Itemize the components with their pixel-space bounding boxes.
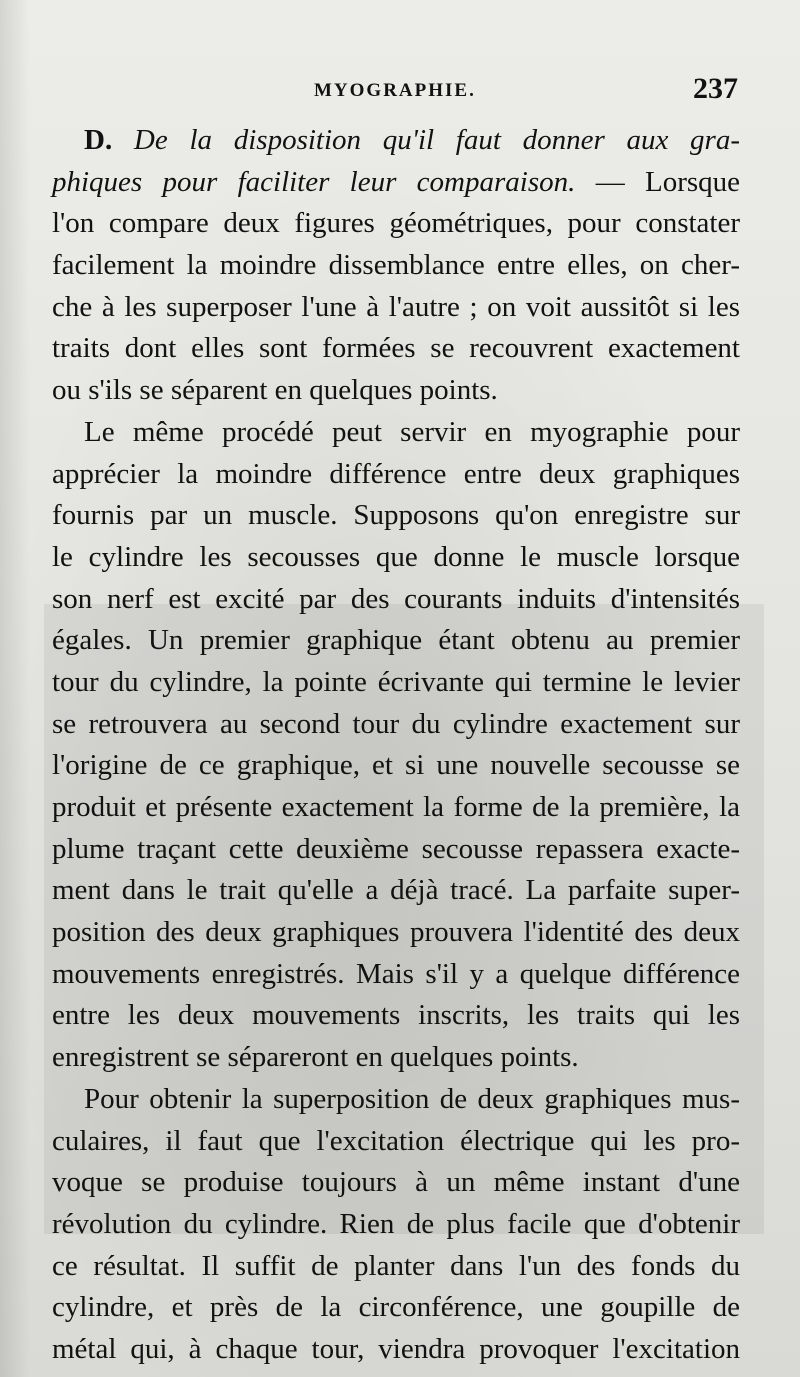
- gutter-shadow: [0, 0, 30, 1377]
- text-line: le cylindre les secousses que donne le muscle lorsque: [52, 540, 740, 573]
- text-line: produit et présente exactement la forme de la première, la: [52, 791, 740, 823]
- text-line: [52, 162, 740, 204]
- text-line: facilement la moindre dissemblance entre elles, on cher-: [52, 249, 740, 282]
- text-line: cylindre, et près de la circonférence, une goupille de: [52, 1291, 740, 1324]
- body-text: [52, 120, 740, 1371]
- text-line: égales. Un premier graphique étant obtenu au premier: [52, 624, 740, 657]
- text-line: che à les superposer l'une à l'autre ; on voit aussitôt si les: [52, 290, 740, 323]
- text-line: métal qui, à chaque tour, viendra provoquer l'excitation: [52, 1332, 740, 1365]
- running-head: MYOGRAPHIE.: [314, 80, 476, 101]
- text-line: position des deux graphiques prouvera l'identité des deux: [52, 916, 740, 949]
- text-line: mouvements enregistrés. Mais s'il y a quelque différence: [52, 957, 740, 990]
- section-title-cont: phiques pour faciliter leur comparaison.: [52, 165, 576, 198]
- text-line: Le même procédé peut servir en myographie pour: [84, 415, 740, 448]
- text-line: entre les deux mouvements inscrits, les traits qui les: [52, 999, 740, 1032]
- text-line: plume traçant cette deuxième secousse repassera exacte-: [52, 832, 740, 865]
- text-fragment: — Lorsque: [595, 165, 741, 198]
- section-letter: D.: [84, 124, 113, 156]
- text-line: enregistrent se sépareront en quelques points.: [52, 1041, 579, 1074]
- text-line: ou s'ils se séparent en quelques points.: [52, 374, 498, 407]
- text-line: culaires, il faut que l'excitation électrique qui les pro-: [52, 1124, 740, 1157]
- text-line: voque se produise toujours à un même instant d'une: [52, 1166, 740, 1199]
- text-line: l'origine de ce graphique, et si une nouvelle secousse se: [52, 749, 740, 782]
- section-title: De la disposition qu'il faut donner aux gra-: [133, 124, 740, 156]
- text-line: son nerf est excité par des courants induits d'intensités: [52, 582, 740, 615]
- text-line: l'on compare deux figures géométriques, pour constater: [52, 207, 740, 240]
- text-line: tour du cylindre, la pointe écrivante qui termine le levier: [52, 665, 740, 698]
- text-line: Pour obtenir la superposition de deux graphiques mus-: [84, 1082, 740, 1115]
- text-line: se retrouvera au second tour du cylindre exactement sur: [52, 707, 740, 740]
- text-line: fournis par un muscle. Supposons qu'on enregistre sur: [52, 499, 740, 532]
- text-line: traits dont elles sont formées se recouvrent exactement: [52, 332, 740, 365]
- text-line: ment dans le trait qu'elle a déjà tracé. La parfaite super-: [52, 874, 740, 907]
- text-line: [52, 120, 740, 162]
- text-line: ce résultat. Il suffit de planter dans l'un des fonds du: [52, 1249, 740, 1282]
- text-line: apprécier la moindre différence entre deux graphiques: [52, 457, 740, 490]
- text-line: révolution du cylindre. Rien de plus facile que d'obtenir: [52, 1207, 740, 1240]
- page-number: 237: [693, 72, 738, 105]
- page-header: [50, 72, 740, 112]
